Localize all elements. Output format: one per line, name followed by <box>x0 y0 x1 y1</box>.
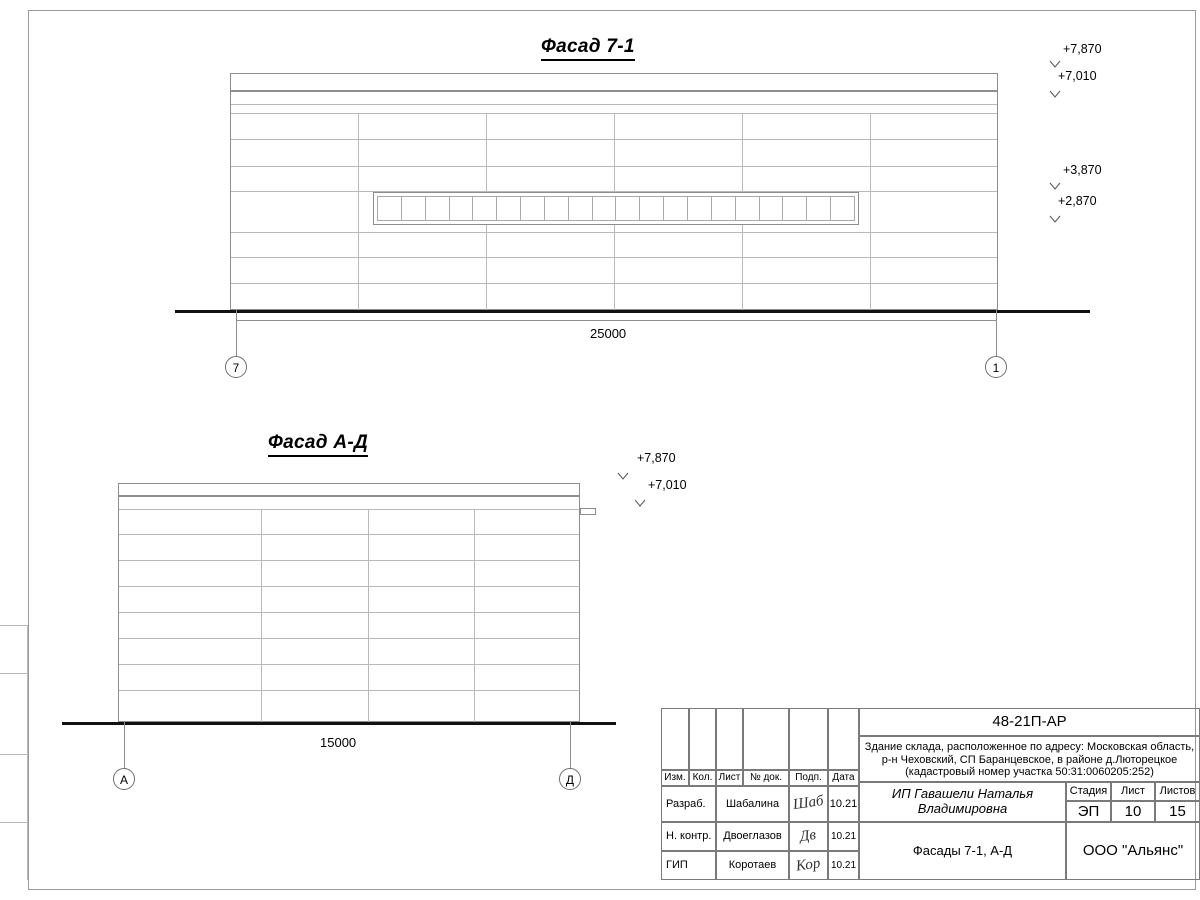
revision-cell <box>716 708 743 770</box>
level-mark-arrow-icon <box>634 499 646 507</box>
dimension-value: 25000 <box>590 326 627 341</box>
axis-bubble-left: 7 <box>225 356 247 378</box>
level-mark-arrow-icon <box>1049 182 1061 190</box>
window-panes <box>377 196 855 221</box>
object-line-1: Здание склада, расположенное по адресу: Московская область, <box>864 741 1195 753</box>
level-mark-label: +3,870 <box>1063 163 1102 177</box>
level-mark-label: +7,870 <box>1063 42 1102 56</box>
dimension-extension <box>570 722 571 774</box>
panel-joint <box>119 560 579 561</box>
object-description <box>859 736 1200 782</box>
dimension-value: 15000 <box>320 735 357 750</box>
sheet-name: Фасады 7-1, А-Д <box>859 822 1066 880</box>
column-header-izm: Изм. <box>661 770 689 786</box>
left-edge-stub <box>0 625 28 880</box>
stage-header: Стадия <box>1066 782 1111 801</box>
panel-joint <box>119 612 579 613</box>
name-gip: Коротаев <box>716 851 789 880</box>
designer-name: ИП Гавашели Наталья Владимировна <box>859 782 1066 822</box>
revision-cell <box>743 708 789 770</box>
axis-bubble-left: А <box>113 768 135 790</box>
level-mark-arrow-icon <box>1049 215 1061 223</box>
role-razrab: Разраб. <box>661 786 716 822</box>
level-mark-arrow-icon <box>617 472 629 480</box>
panel-joint <box>119 509 579 510</box>
level-mark-arrow-icon <box>1049 60 1061 68</box>
level-mark-label: +7,010 <box>1058 69 1097 83</box>
column-header-list: Лист <box>716 770 743 786</box>
dimension-extension <box>124 722 125 774</box>
wall-projection <box>580 508 596 515</box>
document-code: 48-21П-АР <box>859 708 1200 736</box>
signature-gip: Кор <box>789 851 828 880</box>
axis-bubble-right: 1 <box>985 356 1007 378</box>
column-header-doc: № док. <box>743 770 789 786</box>
axis-bubble-right: Д <box>559 768 581 790</box>
panel-joint-vertical <box>474 509 475 722</box>
list-value: 10 <box>1111 801 1155 822</box>
panel-joint-vertical <box>261 509 262 722</box>
name-razrab: Шабалина <box>716 786 789 822</box>
ground-line-2 <box>62 722 616 725</box>
stage-value: ЭП <box>1066 801 1111 822</box>
level-mark-label: +7,870 <box>637 451 676 465</box>
column-header-data: Дата <box>828 770 859 786</box>
company-name: ООО "Альянс" <box>1066 822 1200 880</box>
ground-line <box>175 310 1090 313</box>
panel-joint-vertical <box>368 509 369 722</box>
parapet-band <box>230 73 998 91</box>
level-mark-label: +7,010 <box>648 478 687 492</box>
object-line-3: (кадастровый номер участка 50:31:0060205:252) <box>905 766 1154 779</box>
date-gip: 10.21 <box>828 851 859 880</box>
level-mark-label: +2,870 <box>1058 194 1097 208</box>
panel-joint <box>119 586 579 587</box>
dimension-extension <box>236 310 237 362</box>
dimension-line <box>236 320 996 321</box>
panel-joint <box>119 690 579 691</box>
facade-wall-2 <box>118 496 580 722</box>
list-header: Лист <box>1111 782 1155 801</box>
title-block <box>661 708 1200 880</box>
lists-value: 15 <box>1155 801 1200 822</box>
object-line-2: р-н Чеховский, СП Баранцевское, в районе д.Люторецкое <box>881 753 1178 766</box>
column-header-podp: Подп. <box>789 770 828 786</box>
dimension-extension <box>996 310 997 362</box>
revision-cell <box>661 708 689 770</box>
elevation-2-title: Фасад А-Д <box>268 432 368 457</box>
date-nkontr: 10.21 <box>828 822 859 851</box>
name-nkontr: Двоеглазов <box>716 822 789 851</box>
ribbon-window <box>373 192 859 225</box>
revision-cell <box>828 708 859 770</box>
panel-joint-vertical <box>870 113 871 310</box>
date-razrab: 10.21 <box>828 786 859 822</box>
elevation-1-title: Фасад 7-1 <box>541 36 635 61</box>
level-mark-arrow-icon <box>1049 90 1061 98</box>
role-nkontr: Н. контр. <box>661 822 716 851</box>
role-gip: ГИП <box>661 851 716 880</box>
signature-nkontr: Дв <box>789 822 828 851</box>
parapet-band-2 <box>118 483 580 496</box>
panel-joint <box>231 104 997 105</box>
lists-header: Листов <box>1155 782 1200 801</box>
revision-cell <box>789 708 828 770</box>
panel-joint <box>119 534 579 535</box>
column-header-kol: Кол. <box>689 770 716 786</box>
signature-razrab: Шаб <box>789 786 828 822</box>
revision-cell <box>689 708 716 770</box>
panel-joint-vertical <box>358 113 359 310</box>
panel-joint <box>119 638 579 639</box>
panel-joint <box>119 664 579 665</box>
